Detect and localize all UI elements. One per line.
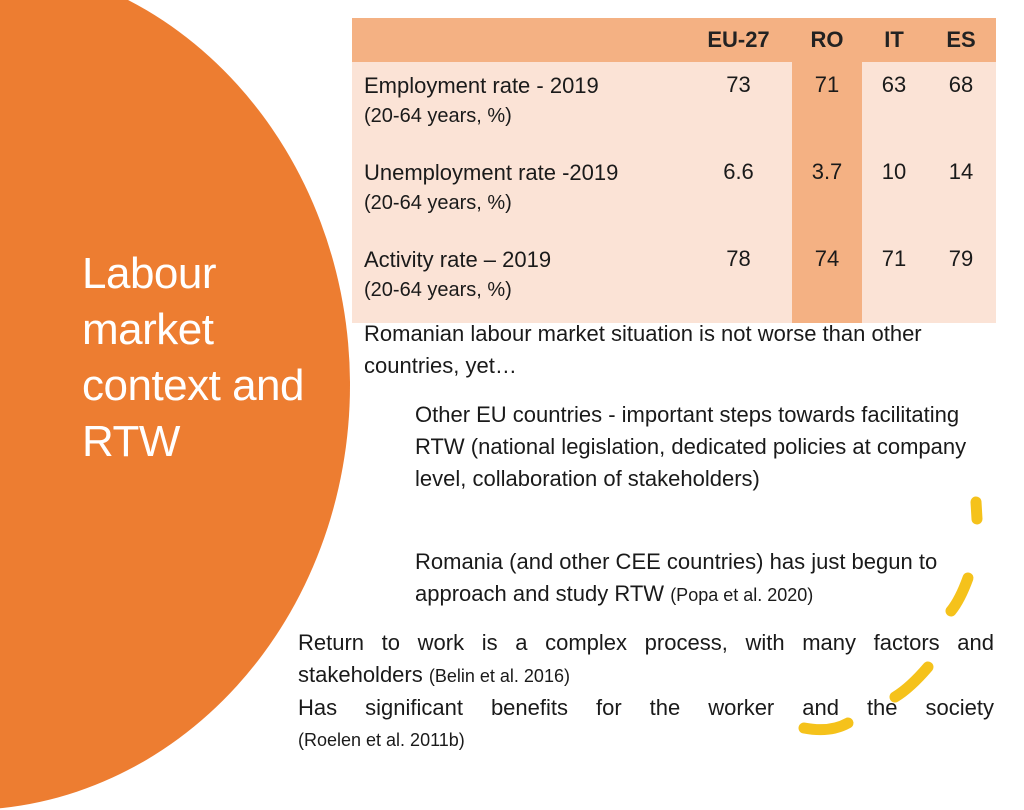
cell-es: 79 <box>948 246 974 271</box>
belin-citation: (Belin et al. 2016) <box>428 666 570 686</box>
header-it: IT <box>862 18 926 62</box>
ink-stroke <box>895 667 928 697</box>
cell-it: 63 <box>881 72 907 97</box>
ink-stroke <box>804 723 848 730</box>
eu-steps-text: Other EU countries - important steps towards facilitating RTW (national legislation, dedicated policies at company level, collaboration of stakeholders) <box>415 402 967 491</box>
cell-es: 14 <box>948 159 974 184</box>
ink-stroke <box>951 578 968 611</box>
row-subtitle: (20-64 years, %) <box>364 105 512 127</box>
row-title: Activity rate – 2019 <box>364 247 552 272</box>
rtw-complex-line: Return to work is a complex process, with many factors and <box>298 630 994 655</box>
cell-es: 68 <box>948 72 974 97</box>
stakeholders-text: stakeholders <box>298 662 423 687</box>
header-ro: RO <box>792 18 862 62</box>
header-es: ES <box>926 18 996 62</box>
row-title: Unemployment rate -2019 <box>364 160 619 185</box>
cell-eu27: 78 <box>726 246 751 271</box>
roelen-citation: (Roelen et al. 2011b) <box>298 730 465 750</box>
cell-eu27: 6.6 <box>723 159 754 184</box>
row-title: Employment rate - 2019 <box>364 73 599 98</box>
cell-ro: 3.7 <box>792 149 862 236</box>
ink-stroke <box>976 502 977 519</box>
cell-ro: 74 <box>792 236 862 323</box>
cell-it: 10 <box>881 159 907 184</box>
cell-eu27: 73 <box>726 72 751 97</box>
romania-text-body: Romania (and other CEE countries) has just begun to approach and study RTW <box>415 549 938 606</box>
row-subtitle: (20-64 years, %) <box>364 279 512 301</box>
benefits-line: Has significant benefits for the worker and the society <box>298 695 994 720</box>
cell-it: 71 <box>881 246 907 271</box>
slide-title: Labour market context and RTW <box>82 249 304 466</box>
popa-citation: (Popa et al. 2020) <box>670 585 814 605</box>
header-eu27: EU-27 <box>685 18 792 62</box>
intro-text: Romanian labour market situation is not worse than other countries, yet… <box>364 321 922 378</box>
cell-ro: 71 <box>792 62 862 149</box>
row-subtitle: (20-64 years, %) <box>364 192 512 214</box>
